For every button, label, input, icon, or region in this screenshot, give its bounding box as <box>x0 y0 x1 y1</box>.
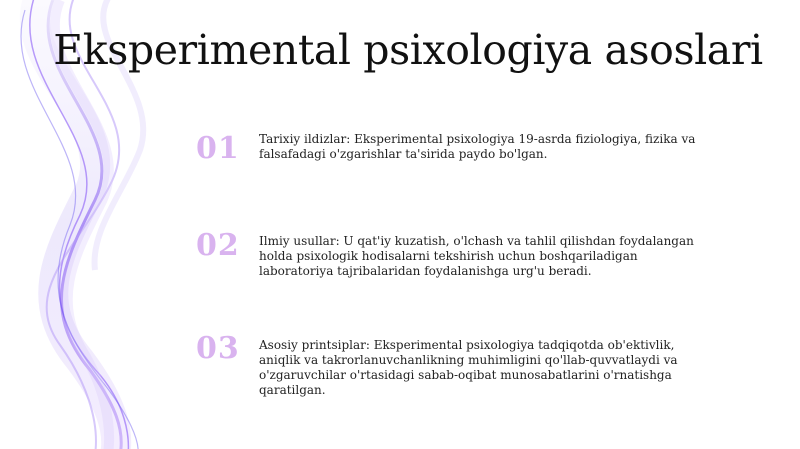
item-text: Ilmiy usullar: U qat'iy kuzatish, o'lchash va tahlil qilishdan foydalangan holda psixologik hodisalarni tekshirish uchun boshqariladigan laboratoriya tajribalaridan foydalanishga urg'u beradi. <box>259 234 694 278</box>
item-number: 03 <box>196 331 240 366</box>
item-text: Tarixiy ildizlar: Eksperimental psixologiya 19-asrda fiziologiya, fizika va falsafadagi o'zgarishlar ta'sirida paydo bo'lgan. <box>259 132 696 161</box>
item-number: 01 <box>196 131 240 166</box>
item-number: 02 <box>196 228 240 263</box>
page-title: Eksperimental psixologiya asoslari <box>53 26 763 74</box>
item-text: Asosiy printsiplar: Eksperimental psixologiya tadqiqotda ob'ektivlik, aniqlik va takrorlanuvchanlikning muhimligini qo'llab-quvvatlaydi va o'zgaruvchilar o'rtasidagi sabab-oqibat munosabatlarini o'rnatishga qaratilgan. <box>259 338 678 397</box>
